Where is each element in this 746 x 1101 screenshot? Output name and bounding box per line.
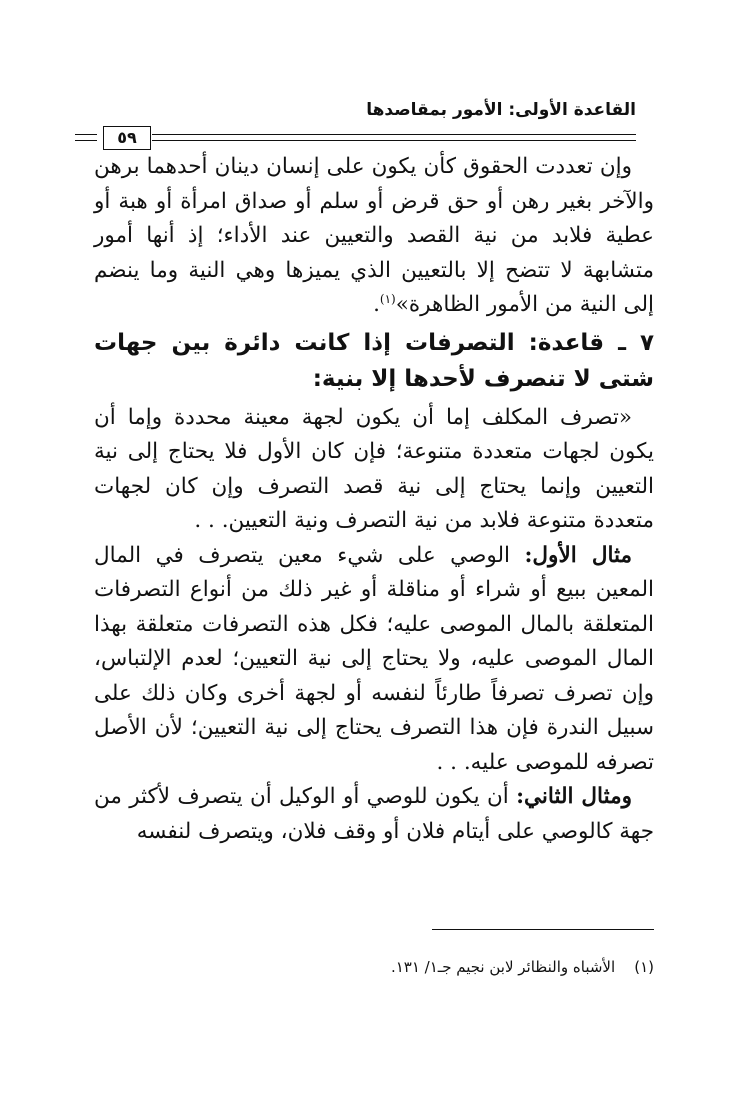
intro-end: . bbox=[373, 292, 380, 317]
footnote bbox=[94, 958, 654, 976]
example-two-label: ومثال الثاني: bbox=[516, 784, 632, 809]
footnote-separator bbox=[432, 929, 654, 930]
example-one-label: مثال الأول: bbox=[524, 542, 632, 568]
running-title: القاعدة الأولى: الأمور بمقاصدها bbox=[366, 100, 636, 120]
quote-paragraph: «تصرف المكلف إما أن يكون لجهة معينة محددة وإما أن يكون لجهات متعددة متنوعة؛ فإن كان الأول فلا يحتاج إلى نية التعيين وإنما يحتاج إلى نية قصد التصرف وإن كان لجهات متعددة متنوعة فلابد من نية التصرف ونية التعيين. . . bbox=[94, 404, 654, 533]
example-one-text: الوصي على شيء معين يتصرف في المال المعين ببيع أو شراء أو مناقلة أو غير ذلك من أنواع التصرفات المتعلقة بالمال الموصى عليه؛ فكل هذه التصرفات متعلقة بهذا المال الموصى عليه، ولا يحتاج إلى نية التعيين؛ لعدم الإلتباس، وإن تصرف تصرفاً طارئاً لنفسه أو لجهة أخرى وكان ذلك على سبيل الندرة فإن هذا التصرف يحتاج إلى نية التعيين؛ لأن الأصل تصرفه للموصى عليه. . . bbox=[94, 542, 654, 775]
footnote-reference: (١) bbox=[379, 291, 396, 306]
intro-text: وإن تعددت الحقوق كأن يكون على إنسان دينان أحدهما برهن والآخر بغير رهن أو حق قرض أو سلم أو صداق امرأة أو هبة أو عطية فلابد من نية القصد والتعيين عند الأداء؛ إذ أنها أمور متشابهة لا تتضح إلا بالتعيين الذي يميزها وهي النية وما ينضم إلى النية من الأمور الظاهرة» bbox=[94, 154, 654, 317]
intro-paragraph bbox=[94, 150, 654, 323]
header-rule bbox=[152, 134, 636, 141]
example-two-paragraph bbox=[94, 780, 654, 849]
example-two-text: أن يكون للوصي أو الوكيل أن يتصرف لأكثر من جهة كالوصي على أيتام فلان أو وقف فلان، ويتصرف لنفسه bbox=[94, 784, 654, 844]
footnote-text: الأشباه والنظائر لابن نجيم جـ١/ ١٣١. bbox=[390, 958, 616, 976]
page-number: ٥٩ bbox=[103, 126, 151, 150]
rule-heading: ٧ ـ قاعدة: التصرفات إذا كانت دائرة بين جهات شتى لا تنصرف لأحدها إلا بنية: bbox=[94, 329, 654, 392]
example-one-paragraph bbox=[94, 539, 654, 781]
header-rule-left bbox=[75, 134, 97, 141]
footnote-marker: (١) bbox=[634, 958, 654, 976]
body-text bbox=[94, 150, 654, 849]
